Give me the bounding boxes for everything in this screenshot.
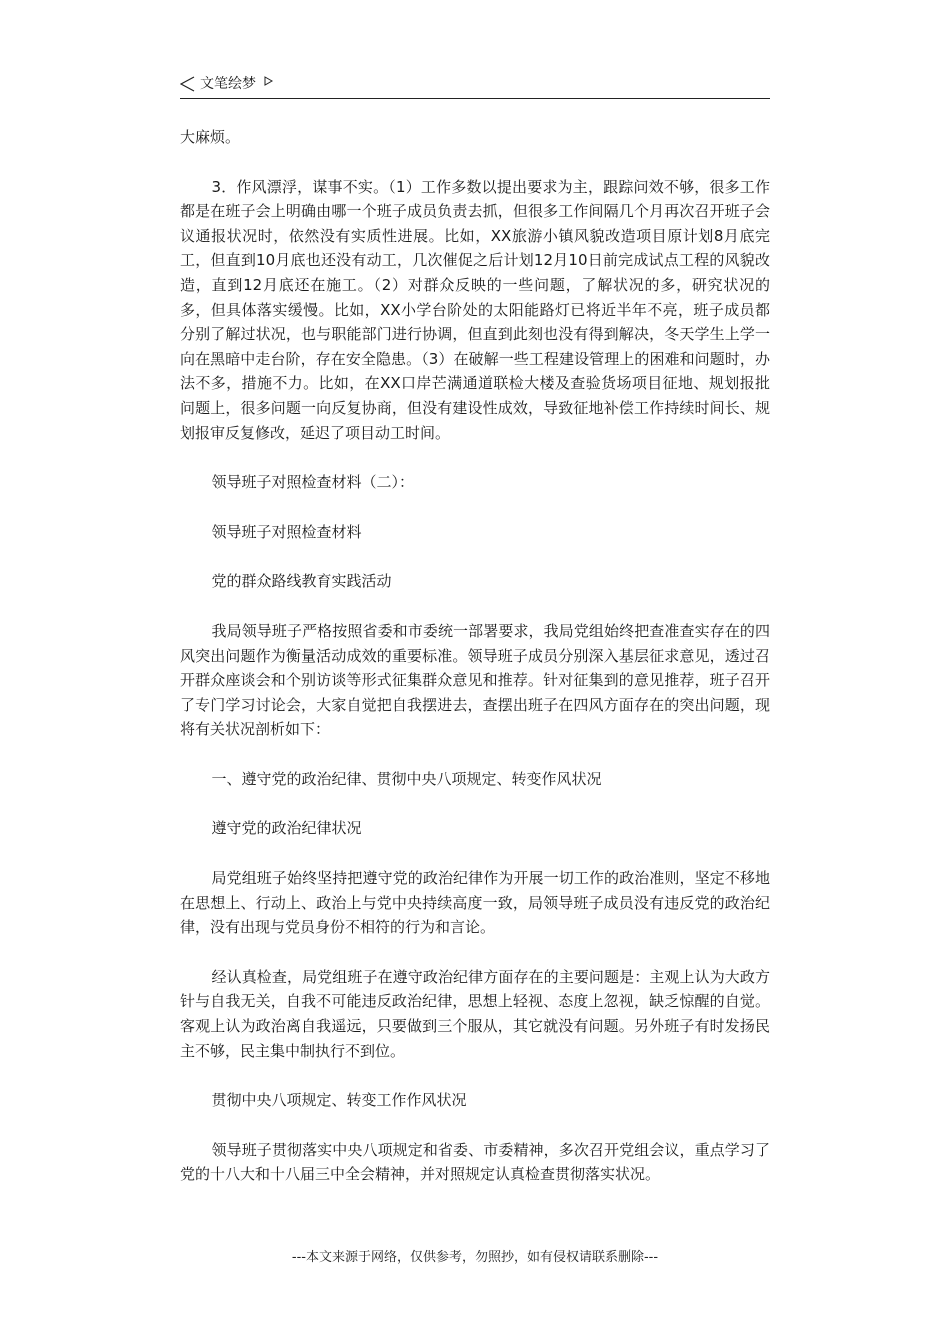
header-title-group — [180, 74, 273, 94]
triangle-right-icon — [264, 76, 273, 86]
section-heading: 领导班子对照检查材料 — [211, 522, 362, 541]
document-body — [180, 125, 770, 1212]
paragraph: 3．作风漂浮，谋事不实。（1）工作多数以提出要求为主，跟踪问效不够，很多工作都是在班子会上明确由哪一个班子成员负责去抓，但很多工作间隔几个月再次召开班子会议通报状况时，依然没有实质性进展。比如，XX旅游小镇风貌改造项目原计划8月底完工，但直到10月底也还没有动工，几次催促之后计划12月10日前完成试点工程的风貌改造，直到12月底还在施工。（2）对群众反映的一些问题，了解状况的多，研究状况的多，但具体落实缓慢。比如，XX小学台阶处的太阳能路灯已将近半年不亮，班子成员都分别了解过状况，也与职能部门进行协调，但直到此刻也没有得到解决，冬天学生上学一向在黑暗中走台阶，存在安全隐患。（3）在破解一些工程建设管理上的困难和问题时，办法不多，措施不力。比如，在XX口岸芒满通道联检大楼及查验货场项目征地、规划报批问题上，很多问题一向反复协商，但没有建设性成效，导致征地补偿工作持续时间长、规划报审反复修改，延迟了项目动工时间。 — [180, 177, 770, 442]
paragraph: 局党组班子始终坚持把遵守党的政治纪律作为开展一切工作的政治准则，坚定不移地在思想上、行动上、政治上与党中央持续高度一致，局领导班子成员没有违反党的政治纪律，没有出现与党员身份不相符的行为和言论。 — [180, 869, 770, 937]
section-heading: 党的群众路线教育实践活动 — [211, 572, 392, 591]
paragraph: 经认真检查，局党组班子在遵守政治纪律方面存在的主要问题是：主观上认为大政方针与自我无关，自我不可能违反政治纪律，思想上轻视、态度上忽视，缺乏惊醒的自觉。客观上认为政治离自我遥远，只要做到三个服从，其它就没有问题。另外班子有时发扬民主不够，民主集中制执行不到位。 — [180, 967, 770, 1060]
section-heading: 一、遵守党的政治纪律、贯彻中央八项规定、转变作风状况 — [211, 769, 602, 788]
section-heading: 贯彻中央八项规定、转变工作作风状况 — [211, 1091, 467, 1110]
section-heading: 遵守党的政治纪律状况 — [211, 819, 362, 838]
page-header — [180, 72, 770, 99]
paragraph: 领导班子贯彻落实中央八项规定和省委、市委精神，多次召开党组会议，重点学习了党的十八大和十八届三中全会精神，并对照规定认真检查贯彻落实状况。 — [180, 1140, 770, 1184]
section-heading: 领导班子对照检查材料（二）： — [211, 473, 415, 492]
paragraph: 大麻烦。 — [180, 128, 241, 146]
triangle-left-icon — [180, 76, 195, 92]
page-footer: ---本文来源于网络，仅供参考，勿照抄，如有侵权请联系删除--- — [291, 1250, 659, 1265]
header-title: 文笔绘梦 — [200, 76, 256, 92]
paragraph: 我局领导班子严格按照省委和市委统一部署要求，我局党组始终把查准查实存在的四风突出问题作为衡量活动成效的重要标准。领导班子成员分别深入基层征求意见，透过召开群众座谈会和个别访谈等形式征集群众意见和推荐。针对征集到的意见推荐，班子召开了专门学习讨论会，大家自觉把自我摆进去，查摆出班子在四风方面存在的突出问题，现将有关状况剖析如下： — [180, 621, 770, 739]
